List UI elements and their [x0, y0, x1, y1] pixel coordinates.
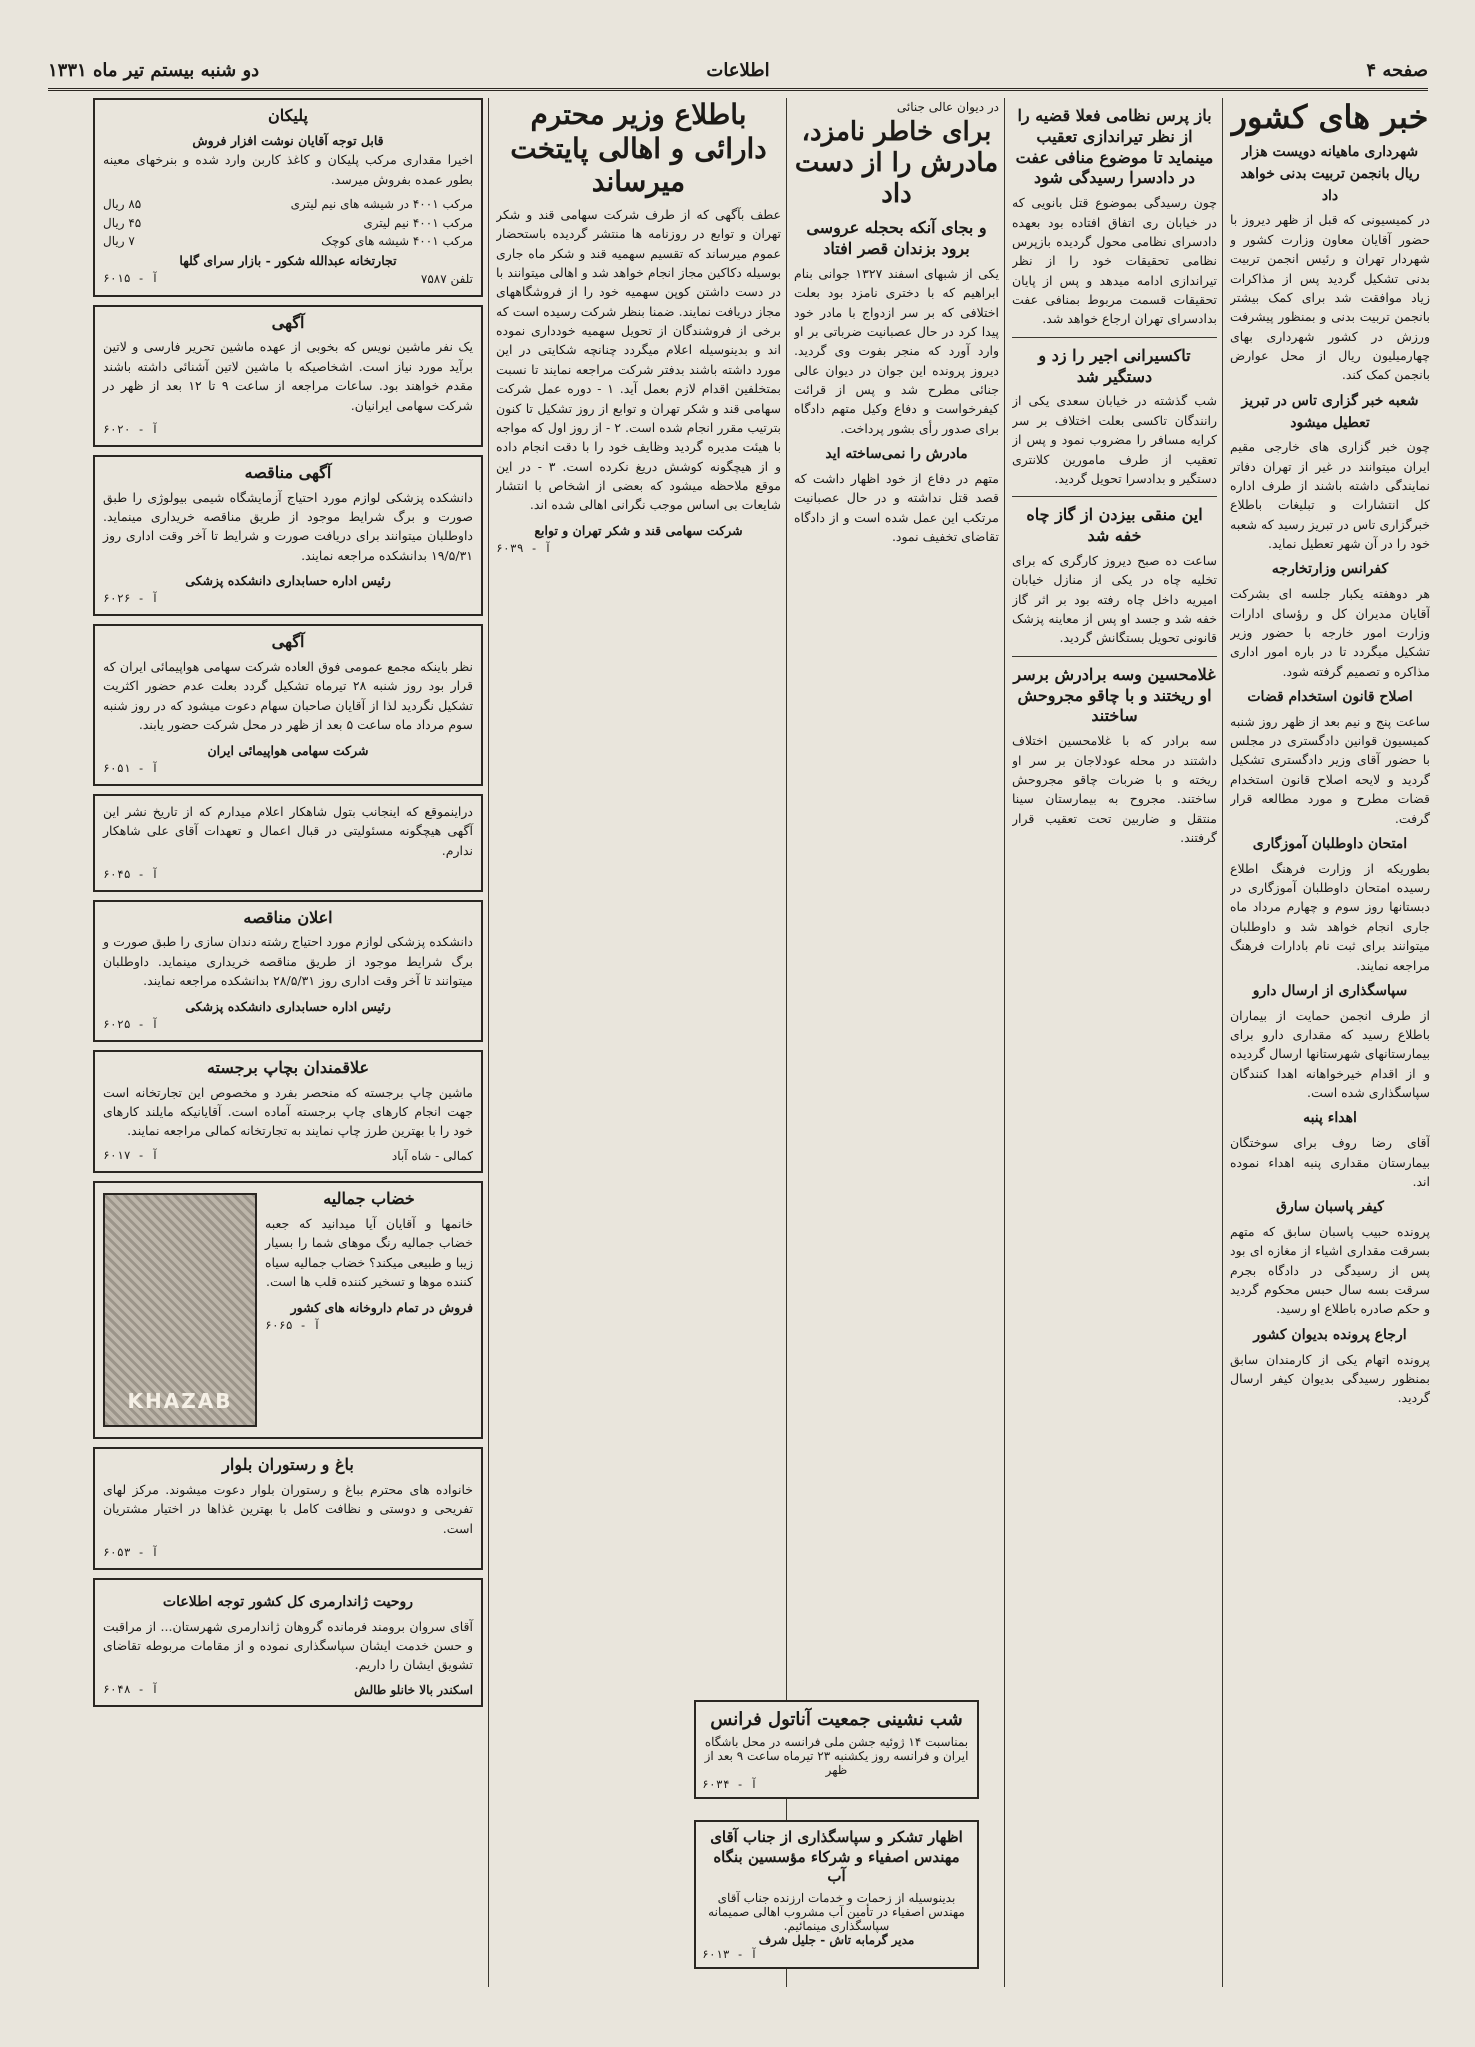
ad-ref: آ - ۶۰۱۷: [103, 1147, 159, 1162]
news-item: [1230, 1108, 1430, 1191]
crime-news-column: [1012, 98, 1217, 1987]
news-headline: اهداء پنبه: [1303, 1110, 1357, 1127]
news-item: [1012, 665, 1217, 848]
news-body: پرونده اتهام یکی از کارمندان سابق بمنظور رسیدگی بدیوان کیفر ارسال گردید.: [1230, 1351, 1430, 1406]
news-body: در کمیسیونی که قبل از ظهر دیروز با حضور آقایان معاون وزارت کشور و شهردار تهران و رئیس انجمن تربیت بدنی تشکیل گردید پس از مذاکرات زیاد موافقت شد برای کمک بیشتر بانجمن تربیت بدنی و بمنظور پیشرفت ورزش در کشور شهرداری بهای چهارمیلیون ریال از محل عوارض بانجمن کمک کند.: [1230, 212, 1430, 383]
personal-notice: [93, 794, 483, 892]
news-body: پرونده حبیب پاسبان سابق که متهم بسرقت مقداری اشیاء از مغازه ای بود پس از رسیدگی در دادگاه بجرم سرقت بسه سال حبس محکوم گردید و حکم صادره باطلاع او رسید.: [1230, 1223, 1430, 1317]
ad-ref: آ - ۶۰۲۰: [103, 421, 159, 436]
paper-name: اطلاعات: [706, 59, 770, 81]
product-label: KHAZAB: [127, 1389, 233, 1414]
masthead: [48, 52, 1428, 91]
ad-body: اخیرا مقداری مرکب پلیکان و کاغذ کاربن وارد شده و بنرخهای معینه بطور عمده بفروش میرسد.: [103, 152, 473, 187]
article-subhead: مادرش را نمی‌ساخته اید: [825, 446, 968, 463]
ad-body: خانواده های محترم بباغ و رستوران بلوار دعوت میشوند. مرکز لهای تفریحی و دوستی و نظافت کامل با بهترین غذاها در اختیار مشتریان است.: [103, 1482, 473, 1536]
airline-ad: [93, 624, 483, 785]
column-rule: [1004, 98, 1005, 1987]
tender-ad: [93, 455, 483, 616]
sugar-company-notice: [496, 98, 781, 1697]
banner-title: شب نشینی جمعیت آناتول فرانس: [710, 1709, 963, 1730]
article-body: متهم در دفاع از خود اظهار داشت که قصد قتل نداشته و در حال عصبانیت مرتکب این عمل شده است و از دادگاه تقاضای تخفیف نمود.: [794, 470, 999, 544]
ad-title: روحیت ژاندارمری کل کشور توجه اطلاعات: [162, 1594, 414, 1611]
ad-ref: آ - ۶۰۲۶: [103, 591, 159, 606]
news-item: [1230, 1325, 1430, 1408]
kicker: در دیوان عالی جنائی: [896, 100, 999, 114]
notice-signature: شرکت سهامی قند و شکر تهران و توابع: [534, 522, 743, 538]
news-headline: باز پرس نظامی فعلا قضیه را از نظر تیراندازی تعقیب مینماید تا موضوع منافی عفت در دادسرا رسیدگی شود: [1015, 106, 1214, 188]
banner-body: بمناسبت ۱۴ ژوئیه جشن ملی فرانسه در محل باشگاه ایران و فرانسه روز یکشنبه ۲۳ تیرماه ساعت ۹ بعد از ظهر: [704, 1735, 969, 1778]
ad-ref: آ - ۶۰۵۳: [103, 1545, 159, 1560]
ad-meta: [103, 270, 473, 289]
ad-title: آگهی: [271, 632, 305, 652]
column-rule: [1222, 98, 1223, 1987]
item-price: ۴۵ ریال: [103, 215, 142, 230]
ad-title: خضاب جمالیه: [323, 1189, 415, 1209]
ad-signature: رئیس اداره حسابداری دانشکده پزشکی: [185, 573, 391, 589]
news-headline: شهرداری ماهیانه دویست هزار ریال بانجمن تربیت بدنی خواهد داد: [1240, 144, 1420, 204]
ad-ref: آ - ۶۰۶۵: [265, 1317, 321, 1332]
news-body: آقای رضا روف برای سوختگان بیمارستان مقداری پنبه اهداء نموده اند.: [1230, 1135, 1430, 1189]
news-headline: سپاسگذاری از ارسال دارو: [1252, 982, 1408, 999]
news-body: ساعت ده صبح دیروز کارگری که برای تخلیه چاه در یکی از منازل خیابان امیریه داخل چاه رفته بود بر اثر گاز خفه شد و جسد او پس از معاینه پزشک قانونی تحویل بستگانش گردید.: [1012, 552, 1217, 646]
anatole-france-banner: [694, 1700, 979, 1799]
news-body: هر دوهفته یکبار جلسه ای بشرکت آقایان مدیران کل و رؤسای ادارات وزارت امور خارجه با حضور وزیر تشکیل میگردد تا در باره امور اداری مذاکره و تصمیم گرفته شود.: [1230, 586, 1430, 679]
news-item: [1012, 505, 1217, 647]
ad-title: آگهی: [271, 312, 305, 332]
ad-signature: رئیس اداره حسابداری دانشکده پزشکی: [185, 998, 391, 1014]
item-name: مرکب ۴۰۰۱ در شیشه های نیم لیتری: [290, 196, 473, 211]
notice-body: عطف بآگهی که از طرف شرکت سهامی قند و شکر تهران و توابع در روزنامه ها منتشر گردیده باستحضار عموم میرساند که تقسیم سهمیه قند و شکر ماه جاری بوسیله دکاکین مجاز انجام خواهد شد و اهالی میتوانند با در دست داشتن کوپن سهمیه خود را از فروشگاههای مجاز دریافت نمایند. ضمنا بنظر شرکت رسیده است که برخی از فروشندگان از تحویل سهمیه خودداری نموده اند و بدینوسیله اعلام میگردد چنانچه شکایتی در این مورد داشته باشند بدفتر شرکت مراجعه نمایند تا نسبت بمتخلفین اقدام لازم بعمل آید. ۱ - دوره عمل شرکت سهامی قند و شکر تهران و توابع از روز تشکیل تا کنون بترتیب مقرر انجام شده است. ۲ - از روز اول که مواجه با هیئت مدیره گردید وظایف خود را با دقت انجام داده و از هیچگونه کوشش دریغ نکرده است. ۳ - در این موقع ملاحظه میشود که بعضی از اشخاص با انتشار شایعات بی اساس موجب نگرانی اهالی شده اند.: [496, 206, 781, 513]
news-headline: کفرانس وزارتخارجه: [1271, 561, 1389, 578]
divider: [1012, 496, 1217, 497]
news-body: چون خبر گزاری های خارجی مقیم ایران میتوانند در غیر از تهران دفاتر نمایندگی داشته باشند از طرف اداره کل انتشارات و تبلیغات باطلاع خبرگزاری تاس در تبریز رسید که شعبه خود را در آن شهر تعطیل نماید.: [1230, 439, 1430, 552]
banner-signature: مدیر گرمابه تاش - جلیل شرف: [758, 1932, 915, 1947]
ad-body: یک نفر ماشین نویس که بخوبی از عهده ماشین تحریر فارسی و لاتین برآید مورد نیاز است. اشخاصیکه با ماشین لاتین آشنائی داشته باشند مقدم خواهند بود. ساعات مراجعه از ساعت ۹ تا ۱۲ بعد از ظهر در شرکت سهامی ایرانیان.: [103, 339, 474, 413]
product-box-image: [103, 1193, 257, 1427]
ad-footer: فروش در تمام داروخانه های کشور: [290, 1299, 473, 1315]
news-item: [1230, 559, 1430, 681]
ad-phone: تلفن ۷۵۸۷: [420, 272, 473, 287]
classified-ads-column: [93, 98, 483, 1987]
news-headline: غلامحسین وسه برادرش برسر او ریختند و با چاقو مجروحش ساختند: [1013, 664, 1216, 726]
ad-signature: شرکت سهامی هواپیمائی ایران: [207, 742, 369, 758]
article-subheadline: و بجای آنکه بحجله عروسی برود بزندان قصر افتاد: [806, 218, 987, 258]
article-headline: برای خاطر نامزد، مادرش را از دست داد: [794, 116, 999, 209]
ad-meta: [103, 1681, 473, 1700]
news-item: [1012, 106, 1217, 329]
pelikan-ad: [93, 98, 483, 297]
news-body: بطوریکه از وزارت فرهنگ اطلاع رسیده امتحان داوطلبان آموزگاری در دبستانها روز سوم و چهارم مرداد ماه جاری انجام خواهد شد و داوطلبان میتوانند برای ثبت نام بادارات فرهنگ مراجعه نمایند.: [1230, 860, 1430, 973]
ad-signature: اسکندر بالا خانلو طالش: [354, 1682, 473, 1697]
ad-footer: تجارتخانه عبدالله شکور - بازار سرای گلها: [179, 252, 397, 268]
news-headline: کیفر پاسبان سارق: [1276, 1199, 1384, 1216]
ad-body: دانشکده پزشکی لوازم مورد احتیاج آزمایشگاه شیمی بیولوژی را طبق صورت و برگ شرایط موجود از طریق مناقصه خریداری مینماید. داوطلبان میتوانند برای دریافت صورت و شرایط تا آخر وقت اداری روز ۱۹/۵/۳۱ بدانشکده مراجعه نمایند.: [103, 489, 473, 563]
notice-headline: باطلاع وزیر محترم دارائی و اهالی پایتخت میرساند: [510, 98, 767, 199]
dental-tender-ad: [93, 900, 483, 1042]
news-body: ساعت پنج و نیم بعد از ظهر روز شنبه کمیسیون قوانین دادگستری در مجلس با حضور آقای وزیر دادگستری تشکیل گردید و لایحه اصلاح قانون استخدام قضات مطرح و مورد مطالعه قرار گرفت.: [1230, 713, 1430, 826]
ad-ref: آ - ۶۰۴۵: [103, 866, 159, 881]
ad-ref: آ - ۶۰۳۹: [496, 541, 552, 556]
news-item: [1012, 346, 1217, 488]
ad-ref: آ - ۶۰۱۵: [103, 271, 159, 286]
news-headline: اصلاح قانون استخدام قضات: [1247, 689, 1413, 706]
item-price: ۸۵ ریال: [103, 196, 142, 211]
national-news-column: [1230, 98, 1430, 1987]
ad-body: دانشکده پزشکی لوازم مورد احتیاج رشته دندان سازی را طبق صورت و برگ شرایط موجود از طریق مناقصه خریداری مینماید. داوطلبان میتوانند تا آخر وقت اداری روز ۲۸/۵/۳۱ بدانشکده مراجعه نمایند.: [103, 934, 473, 989]
ad-body: خانمها و آقایان آیا میدانید که جعبه خضاب جمالیه رنگ موهای شما را بسیار زیبا و طبیعی میکند؟ خضاب جمالیه سیاه کننده موها و تسخیر کننده قلب ها است.: [265, 1216, 473, 1290]
ad-ref: آ - ۶۰۱۳: [702, 1946, 758, 1961]
ad-ref: آ - ۶۰۴۸: [103, 1681, 159, 1696]
item-price: ۷ ریال: [103, 234, 135, 249]
hair-dye-ad: [93, 1181, 483, 1439]
ad-body: دراینموقع که اینجانب بتول شاهکار اعلام میدارم که از تاریخ نشر این آگهی هیچگونه مسئولیتی در قبال اعمال و تعهدات آقای علی شاهکار ندارم.: [103, 803, 473, 858]
thanks-banner: [694, 1820, 979, 1969]
divider: [1012, 337, 1217, 338]
price-row: [103, 232, 473, 251]
ad-subtitle: قابل توجه آقایان نوشت افزار فروش: [192, 132, 384, 148]
news-headline: امتحان داوطلبان آموزگاری: [1252, 835, 1408, 852]
ad-title: پلیکان: [267, 106, 309, 125]
news-item: [1230, 687, 1430, 828]
section-title: خبر های کشور: [1231, 98, 1429, 136]
ad-footer: کمالی - شاه آباد: [391, 1148, 473, 1163]
news-headline: شعبه خبر گزاری تاس در تبریز تعطیل میشود: [1241, 392, 1419, 431]
news-headline: ارجاع پرونده بدیوان کشور: [1253, 1326, 1407, 1343]
gendarmerie-notice: [93, 1578, 483, 1707]
issue-date: دو شنبه بیستم تیر ماه ۱۳۳۱: [48, 59, 260, 81]
ad-title: اعلان مناقصه: [243, 907, 333, 927]
ad-body: نظر باینکه مجمع عمومی فوق العاده شرکت سهامی هواپیمائی ایران که قرار بود روز شنبه ۲۸ تیرماه تشکیل گردد بعلت عدم حضور اکثریت تشکیل نگردید لذا از آقایان صاحبان سهام دعوت میشود که در روز شنبه سوم مرداد ماه ساعت ۵ بعد از ظهر در محل شرکت حضور یابند.: [103, 659, 473, 733]
ad-ref: آ - ۶۰۲۵: [103, 1016, 159, 1031]
ad-ref: آ - ۶۰۳۴: [702, 1777, 758, 1792]
divider: [1012, 656, 1217, 657]
news-body: چون رسیدگی بموضوع قتل بانویی که در خیابان ری اتفاق افتاده بود بعهده دادسرای نظامی محول گردیده بازپرس نظامی تحقیقات خود را از نظر تیراندازی ادامه میدهد و پس از پایان تحقیقات قسمت مربوط بمنافی عفت بدادسرای تهران ارجاع خواهد شد.: [1012, 195, 1217, 327]
item-name: مرکب ۴۰۰۱ شیشه های کوچک: [321, 234, 473, 249]
item-name: مرکب ۴۰۰۱ نیم لیتری: [363, 215, 473, 230]
article-body: یکی از شبهای اسفند ۱۳۲۷ جوانی بنام ابراهیم که با دختری نامزد بود بعلت اختلافی که بر سر ازدواج با مادر خود پیدا کرد در حال عصبانیت ضرباتی بر او وارد آورد که منجر بفوت وی گردید. دیروز پرونده این جوان در دیوان عالی جنائی مطرح شد و پس از قرائت کیفرخواست و دفاع وکیل متهم دادگاه برای صدور رأی بشور پرداخت.: [794, 265, 999, 436]
news-item: [1230, 1197, 1430, 1319]
news-item: [1230, 391, 1430, 554]
typist-ad: [93, 305, 483, 447]
ad-ref: آ - ۶۰۵۱: [103, 760, 159, 775]
news-item: [1230, 142, 1430, 384]
news-item: [1230, 981, 1430, 1103]
ad-title: علاقمندان بچاپ برجسته: [206, 1057, 370, 1077]
printing-ad: [93, 1050, 483, 1174]
banner-title: اظهار تشکر و سپاسگذاری از جناب آقای مهندس اصفیاء و شرکاء مؤسسین بنگاه آب: [710, 1828, 963, 1885]
ad-body: آقای سروان برومند فرمانده گروهان ژاندارمری شهرستان... از مراقبت و حسن خدمت ایشان سپاسگذاری نموده و از مقامات مربوطه تقاضای تشویق ایشان را داریم.: [103, 1618, 473, 1673]
news-body: از طرف انجمن حمایت از بیماران باطلاع رسید که مقداری دارو برای بیمارستانهای شهرستانها ارسال گردیده و از اقدام خیرخواهانه اهدا کنندگان سپاسگذاری شده است.: [1230, 1007, 1430, 1101]
restaurant-ad: [93, 1447, 483, 1570]
news-item: [1230, 834, 1430, 975]
ad-title: آگهی مناقصه: [244, 462, 332, 482]
news-body: سه برادر که با غلامحسین اختلاف داشتند در محله عودلاجان بر سر او ریخته و با ضربات چاقو مجروحش ساختند. مجروح به بیمارستان سینا منتقل و ضاربین تحت تعقیب قرار گرفتند.: [1012, 733, 1217, 846]
price-row: [103, 214, 473, 233]
news-headline: تاکسیرانی اجیر را زد و دستگیر شد: [1038, 345, 1191, 386]
ad-body: ماشین چاپ برجسته که منحصر بفرد و مخصوص این تجارتخانه است جهت انجام کارهای چاپ برجسته آماده است. آقایانیکه مایلند کارهای خود را با بهترین طرز چاپ نمایند به تجارتخانه کمالی مراجعه نمایند.: [103, 1084, 473, 1139]
price-row: [103, 195, 473, 214]
column-rule: [488, 98, 489, 1987]
ad-meta: [103, 1147, 473, 1166]
page-number: صفحه ۴: [1366, 59, 1428, 81]
news-headline: این منقی بیزدن از گاز چاه خفه شد: [1026, 505, 1203, 546]
news-body: شب گذشته در خیابان سعدی یکی از رانندگان تاکسی بعلت اختلاف بر سر کرایه مسافر را مضروب نمود و پس از تعقیب از طرف مامورین کلانتری دستگیر و بدادسرا تحویل گردید.: [1012, 393, 1217, 486]
banner-body: بدینوسیله از زحمات و خدمات ارزنده جناب آقای مهندس اصفیاء در تأمین آب مشروب اهالی صمیمانه سپاسگذاری مینمائیم.: [708, 1890, 965, 1933]
ad-title: باغ و رستوران بلوار: [222, 1455, 354, 1475]
